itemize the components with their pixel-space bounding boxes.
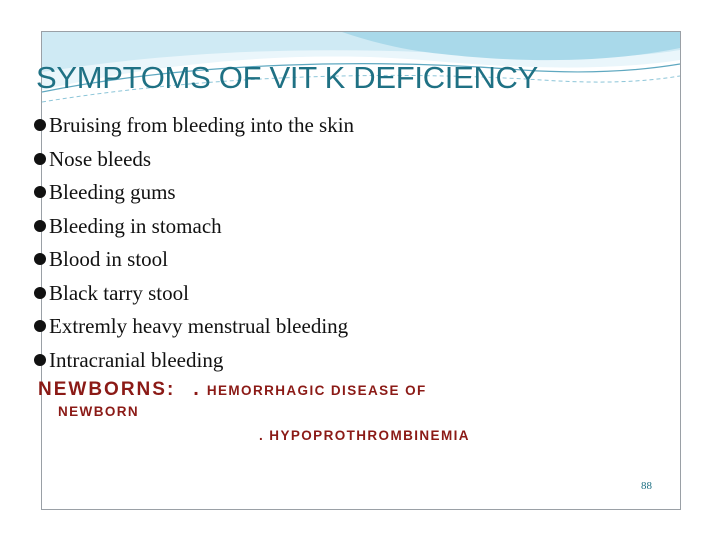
list-item-text: Bruising from bleeding into the skin xyxy=(49,113,355,137)
list-item xyxy=(34,147,354,181)
bullet-dot-icon xyxy=(34,220,46,232)
newborns-item-1-part-1: HEMORRHAGIC DISEASE OF xyxy=(206,383,427,398)
bullet-dot-icon xyxy=(34,354,46,366)
bullet-dot-icon xyxy=(34,253,46,265)
page-number: 88 xyxy=(641,480,652,492)
bullet-dot-icon xyxy=(34,186,46,198)
list-item-text: Blood in stool xyxy=(49,247,169,271)
newborns-item-1-part-2: NEWBORN xyxy=(58,404,140,419)
bullet-dot-icon xyxy=(34,320,46,332)
bullet-dot-icon xyxy=(34,119,46,131)
newborns-heading-line xyxy=(38,378,427,401)
bullet-dot-icon xyxy=(34,153,46,165)
list-item xyxy=(34,113,354,147)
newborns-label: NEWBORNS: xyxy=(38,379,176,400)
list-item-text: Extremly heavy menstrual bleeding xyxy=(49,314,349,338)
list-item-text: Black tarry stool xyxy=(49,280,189,305)
slide-title: SYMPTOMS OF VIT K DEFICIENCY xyxy=(36,60,539,95)
list-item-text: Bleeding in stomach xyxy=(49,213,222,238)
list-item xyxy=(34,314,354,348)
list-item xyxy=(34,348,354,382)
list-item xyxy=(34,247,354,281)
newborns-separator: . xyxy=(193,378,199,400)
symptom-list xyxy=(34,113,354,381)
newborns-item-2: . HYPOPROTHROMBINEMIA xyxy=(259,428,470,443)
list-item xyxy=(34,180,354,214)
bullet-dot-icon xyxy=(34,287,46,299)
list-item-text: Bleeding gums xyxy=(49,180,176,204)
list-item-text: Nose bleeds xyxy=(49,146,152,171)
list-item-text: Intracranial bleeding xyxy=(49,347,224,372)
list-item xyxy=(34,214,354,248)
list-item xyxy=(34,281,354,315)
